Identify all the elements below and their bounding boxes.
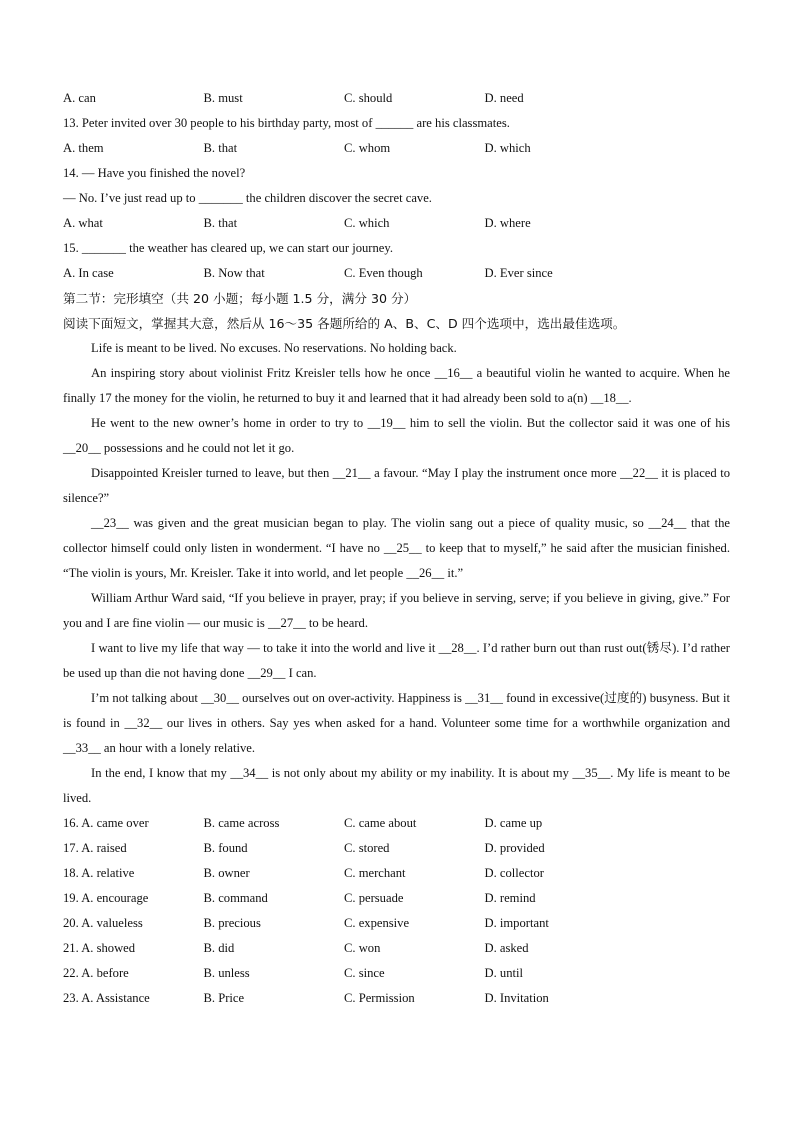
answer-row-16 bbox=[63, 811, 730, 836]
option-c: C. expensive bbox=[344, 916, 410, 930]
q15-options bbox=[63, 261, 730, 286]
option-a: 23. A. Assistance bbox=[63, 991, 150, 1005]
option-d: D. remind bbox=[484, 891, 536, 905]
option-c: C. persuade bbox=[344, 891, 404, 905]
q15-stem: 15. _______ the weather has cleared up, we can start our journey. bbox=[63, 241, 394, 255]
answer-row-23 bbox=[63, 986, 730, 1011]
passage-paragraph-4: Disappointed Kreisler turned to leave, but then __21__ a favour. “May I play the instrument once more __22__ it is placed to silence?” bbox=[63, 466, 730, 505]
passage-paragraph-3: He went to the new owner’s home in order to try to __19__ him to sell the violin. But the collector said it was one of his __20__ possessions and he could not let it go. bbox=[63, 416, 730, 455]
option-d: D. important bbox=[484, 916, 549, 930]
passage-paragraph-5: __23__ was given and the great musician began to play. The violin sang out a piece of quality music, so __24__ that the collector himself could only listen in wonderment. “I have no __25__ to keep that to myself,” he said after the musician finished. “The violin is yours, Mr. Kreisler. Take it into world, and let people __26__ it.” bbox=[63, 516, 730, 580]
option-c: C. came about bbox=[344, 816, 417, 830]
option-a: 19. A. encourage bbox=[63, 891, 149, 905]
q14-line1: 14. — Have you finished the novel? bbox=[63, 166, 246, 180]
option-a: 16. A. came over bbox=[63, 816, 149, 830]
option-c: C. which bbox=[344, 216, 390, 230]
option-b: B. came across bbox=[203, 816, 280, 830]
option-b: B. that bbox=[203, 216, 238, 230]
option-d: D. until bbox=[484, 966, 523, 980]
exam-page bbox=[63, 86, 730, 1011]
q13-stem: 13. Peter invited over 30 people to his birthday party, most of ______ are his classmates. bbox=[63, 116, 510, 130]
q14-options bbox=[63, 211, 730, 236]
option-d: D. collector bbox=[484, 866, 544, 880]
option-d: D. asked bbox=[484, 941, 529, 955]
passage-paragraph-7: I want to live my life that way — to take it into the world and live it __28__. I’d rather burn out than rust out(锈尽). I’d rather be used up than die not having done __29__ I can. bbox=[63, 641, 730, 680]
option-b: B. command bbox=[203, 891, 268, 905]
option-c: C. since bbox=[344, 966, 385, 980]
passage-paragraph-2: An inspiring story about violinist Fritz Kreisler tells how he once __16__ a beautiful violin he wanted to acquire. When he finally 17 the money for the violin, he returned to buy it and learned that it had already been sold to a(n) __18__. bbox=[63, 366, 730, 405]
option-b: B. owner bbox=[203, 866, 250, 880]
option-a: 18. A. relative bbox=[63, 866, 135, 880]
answer-row-19 bbox=[63, 886, 730, 911]
section-heading: 第二节：完形填空（共 20 小题；每小题 1.5 分，满分 30 分） bbox=[63, 291, 417, 306]
option-d: D. where bbox=[484, 216, 531, 230]
option-a: 21. A. showed bbox=[63, 941, 136, 955]
option-d: D. Invitation bbox=[484, 991, 549, 1005]
passage-paragraph-6: William Arthur Ward said, “If you believe in prayer, pray; if you believe in serving, serve; if you believe in giving, give.” For you and I are fine violin — our music is __27__ to be heard. bbox=[63, 591, 730, 630]
passage-paragraph-9: In the end, I know that my __34__ is not only about my ability or my inability. It is about my __35__. My life is meant to be lived. bbox=[63, 766, 730, 805]
option-d: D. provided bbox=[484, 841, 545, 855]
option-c: C. should bbox=[344, 91, 393, 105]
option-d: D. need bbox=[484, 91, 524, 105]
answer-row-22 bbox=[63, 961, 730, 986]
option-c: C. whom bbox=[344, 141, 391, 155]
option-b: B. found bbox=[203, 841, 248, 855]
q14-line2: — No. I’ve just read up to _______ the children discover the secret cave. bbox=[63, 191, 432, 205]
answer-row-17 bbox=[63, 836, 730, 861]
option-a: A. can bbox=[63, 91, 96, 105]
option-b: B. precious bbox=[203, 916, 261, 930]
option-c: C. merchant bbox=[344, 866, 406, 880]
option-c: C. stored bbox=[344, 841, 390, 855]
option-d: D. which bbox=[484, 141, 531, 155]
q13-options bbox=[63, 136, 730, 161]
answer-row-21 bbox=[63, 936, 730, 961]
option-a: A. them bbox=[63, 141, 104, 155]
section-instruction: 阅读下面短文，掌握其大意，然后从 16～35 各题所给的 A、B、C、D 四个选项中，选出最佳选项。 bbox=[63, 316, 626, 331]
option-a: 17. A. raised bbox=[63, 841, 127, 855]
option-a: A. what bbox=[63, 216, 103, 230]
q12-options bbox=[63, 86, 730, 111]
passage-paragraph-8: I’m not talking about __30__ ourselves out on over-activity. Happiness is __31__ found in excessive(过度的) busyness. But it is found in __32__ our lives in others. Say yes when asked for a hand. Volunteer some time for a worthwhile organization and __33__ an hour with a lonely relative. bbox=[63, 691, 730, 755]
option-d: D. came up bbox=[484, 816, 543, 830]
option-b: B. Price bbox=[203, 991, 245, 1005]
option-a: 20. A. valueless bbox=[63, 916, 143, 930]
option-d: D. Ever since bbox=[484, 266, 553, 280]
option-c: C. Permission bbox=[344, 991, 415, 1005]
option-a: A. In case bbox=[63, 266, 114, 280]
answer-row-20 bbox=[63, 911, 730, 936]
option-c: C. Even though bbox=[344, 266, 423, 280]
option-a: 22. A. before bbox=[63, 966, 129, 980]
option-b: B. unless bbox=[203, 966, 250, 980]
answer-row-18 bbox=[63, 861, 730, 886]
option-b: B. must bbox=[203, 91, 243, 105]
option-b: B. Now that bbox=[203, 266, 265, 280]
option-b: B. that bbox=[203, 141, 238, 155]
option-b: B. did bbox=[203, 941, 235, 955]
option-c: C. won bbox=[344, 941, 381, 955]
passage-paragraph-1: Life is meant to be lived. No excuses. No reservations. No holding back. bbox=[91, 341, 457, 355]
